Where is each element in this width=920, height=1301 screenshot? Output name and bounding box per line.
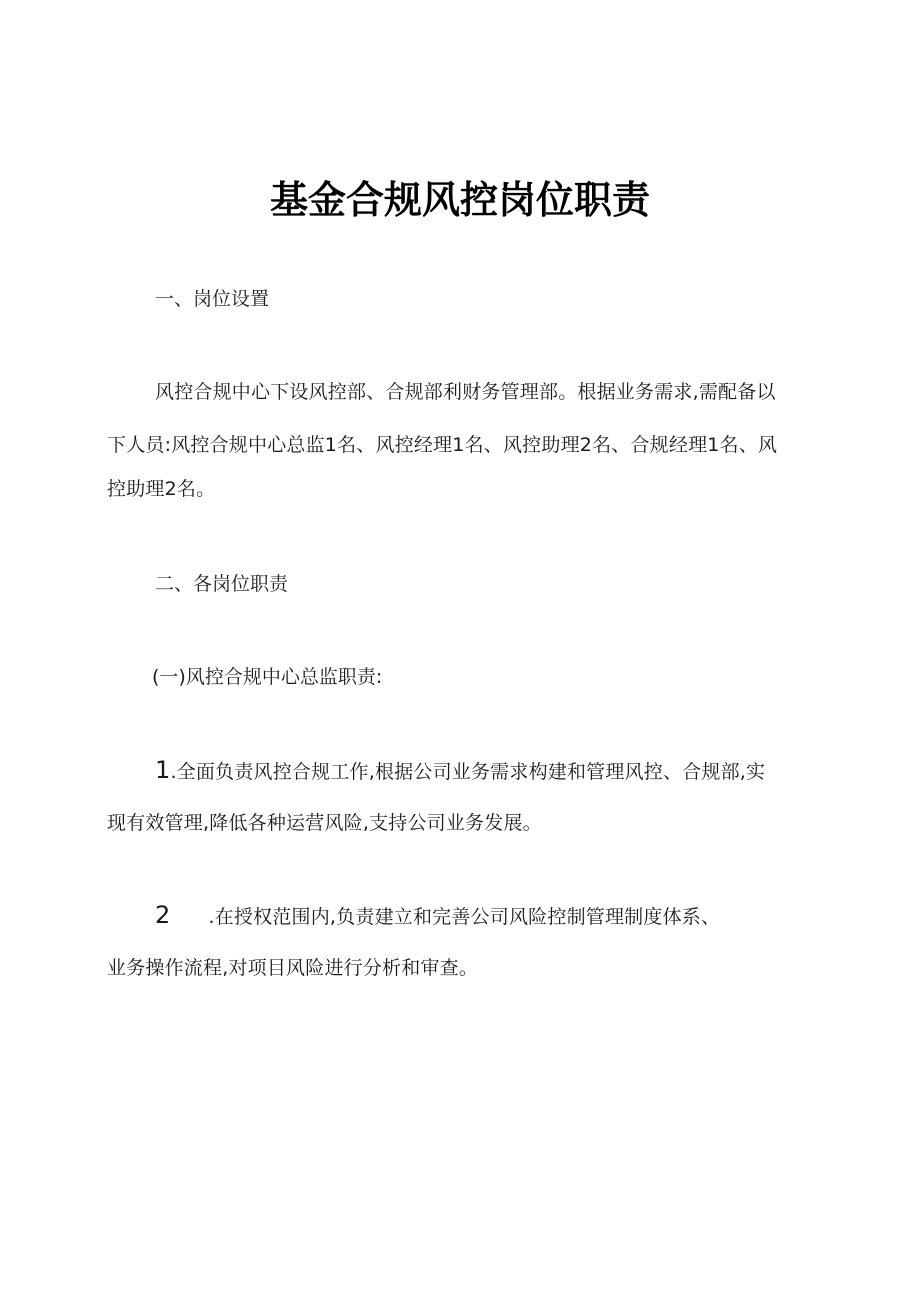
list-item-2-line-2: 业务操作流程,对项目风险进行分析和审查。 [107, 957, 479, 979]
list-item-1-line-1 [155, 758, 765, 784]
section2-heading: 二、各岗位职责 [155, 573, 289, 595]
list-item-text: .全面负责风控合规工作,根据公司业务需求构建和管理风控、合规部,实 [170, 761, 766, 783]
list-item-text: .在授权范围内,负责建立和完善公司风险控制管理制度体系、 [208, 906, 721, 928]
section1-heading: 一、岗位设置 [155, 288, 270, 310]
section1-paragraph-line: 控助理2名。 [107, 478, 216, 500]
list-item-2-line-1 [155, 903, 720, 929]
document-title: 基金合规风控岗位职责 [269, 178, 650, 222]
section2-subheading: (一)风控合规中心总监职责: [152, 666, 383, 688]
list-item-number: 1 [155, 756, 171, 784]
section1-paragraph-line: 下人员:风控合规中心总监1名、风控经理1名、风控助理2名、合规经理1名、风 [107, 434, 778, 456]
list-item-number: 2 [155, 901, 171, 929]
list-item-1-line-2: 现有效管理,降低各种运营风险,支持公司业务发展。 [107, 812, 542, 834]
section1-paragraph-line: 风控合规中心下设风控部、合规部利财务管理部。根据业务需求,需配备以 [155, 381, 776, 403]
